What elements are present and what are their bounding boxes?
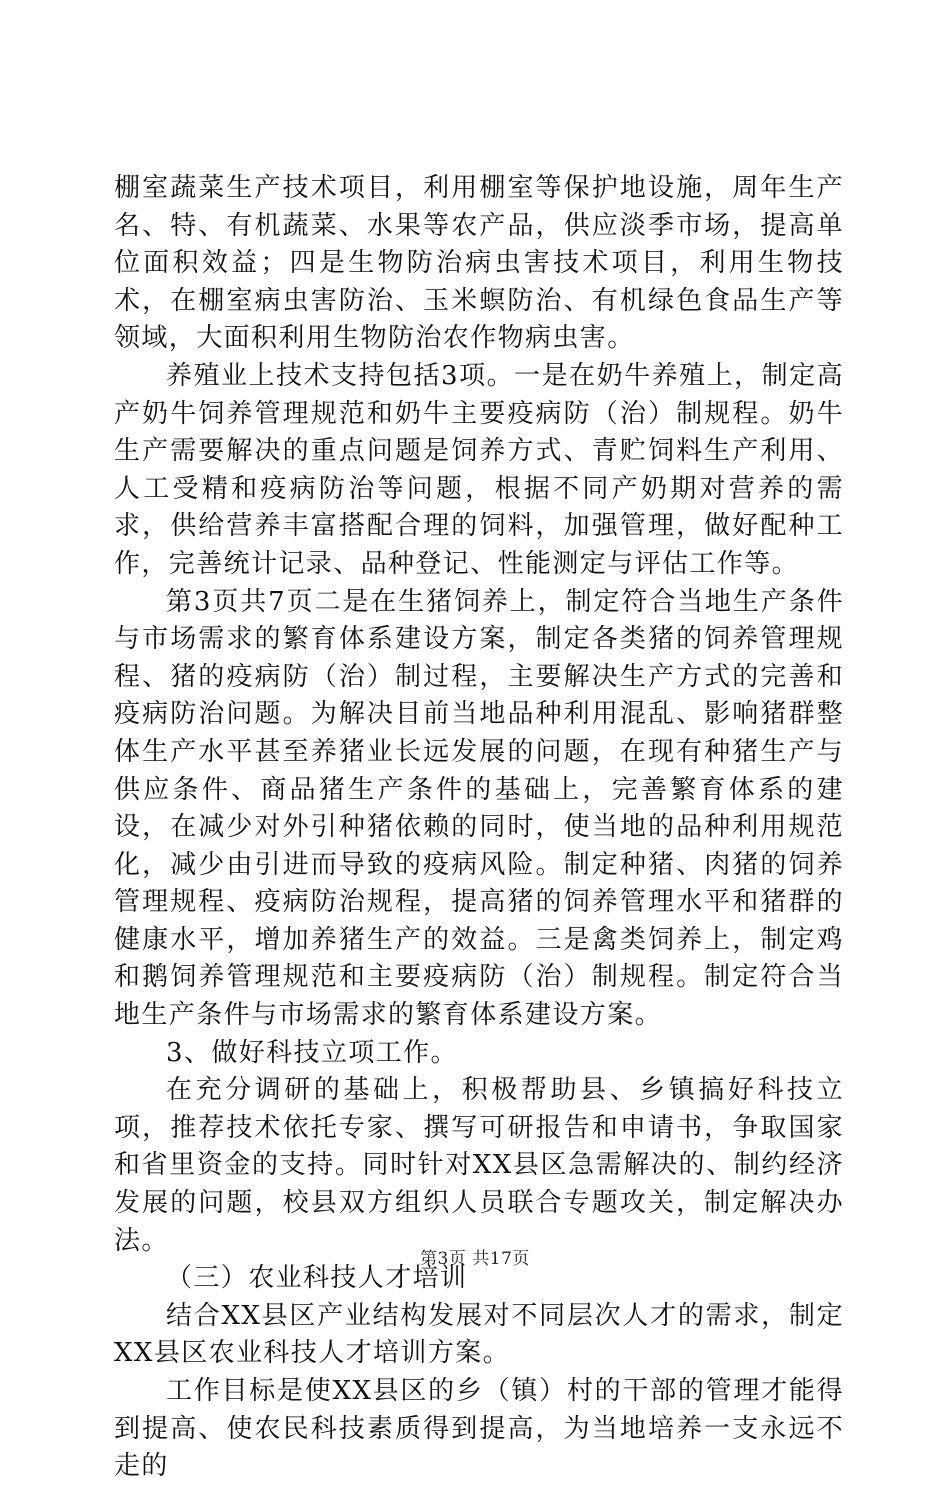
paragraph-livestock-dairy: 养殖业上技术支持包括3项。一是在奶牛养殖上，制定高产奶牛饲养管理规范和奶牛主要疫病防（治）制规程。奶牛生产需要解决的重点问题是饲养方式、青贮饲料生产利用、人工受精和疫病防治等问题，根据不同产奶期对营养的需求，供给营养丰富搭配合理的饲料，加强管理，做好配种工作，完善统计记录、品种登记、性能测定与评估工作等。 [114, 360, 844, 579]
paragraph-greenhouse-biocontrol: 棚室蔬菜生产技术项目，利用棚室等保护地设施，周年生产名、特、有机蔬菜、水果等农产品，供应淡季市场，提高单位面积效益；四是生物防治病虫害技术项目，利用生物技术，在棚室病虫害防治、玉米螟防治、有机绿色食品生产等领域，大面积利用生物防治农作物病虫害。 [114, 173, 844, 354]
paragraph-work-goal: 工作目标是使XX县区的乡（镇）村的干部的管理才能得到提高、使农民科技素质得到提高，为当地培养一支永远不走的 [114, 1376, 844, 1482]
document-body [114, 170, 844, 1486]
paragraph-training-plan: 结合XX县区产业结构发展对不同层次人才的需求，制定XX县区农业科技人才培训方案。 [114, 1300, 844, 1369]
page-footer [0, 1244, 950, 1269]
page-number-label: 第3页 共17页 [420, 1249, 530, 1269]
paragraph-project-support: 在充分调研的基础上，积极帮助县、乡镇搞好科技立项，推荐技术依托专家、撰写可研报告和申请书，争取国家和省里资金的支持。同时针对XX县区急需解决的、制约经济发展的问题，校县双方组织人员联合专题攻关，制定解决办法。 [114, 1075, 844, 1256]
heading-talent-training: （三）农业科技人才培训 [166, 1263, 468, 1294]
paragraph-pig-poultry: 第3页共7页二是在生猪饲养上，制定符合当地生产条件与市场需求的繁育体系建设方案，制定各类猪的饲养管理规程、猪的疫病防（治）制过程，主要解决生产方式的完善和疫病防治问题。为解决目前当地品种利用混乱、影响猪群整体生产水平甚至养猪业长远发展的问题，在现有种猪生产与供应条件、商品猪生产条件的基础上，完善繁育体系的建设，在减少对外引种猪依赖的同时，使当地的品种利用规范化，减少由引进而导致的疫病风险。制定种猪、肉猪的饲养管理规程、疫病防治规程，提高猪的饲养管理水平和猪群的健康水平，增加养猪生产的效益。三是禽类饲养上，制定鸡和鹅饲养管理规范和主要疫病防（治）制规程。制定符合当地生产条件与市场需求的繁育体系建设方案。 [114, 586, 844, 1031]
heading-science-projects: 3、做好科技立项工作。 [166, 1037, 458, 1068]
